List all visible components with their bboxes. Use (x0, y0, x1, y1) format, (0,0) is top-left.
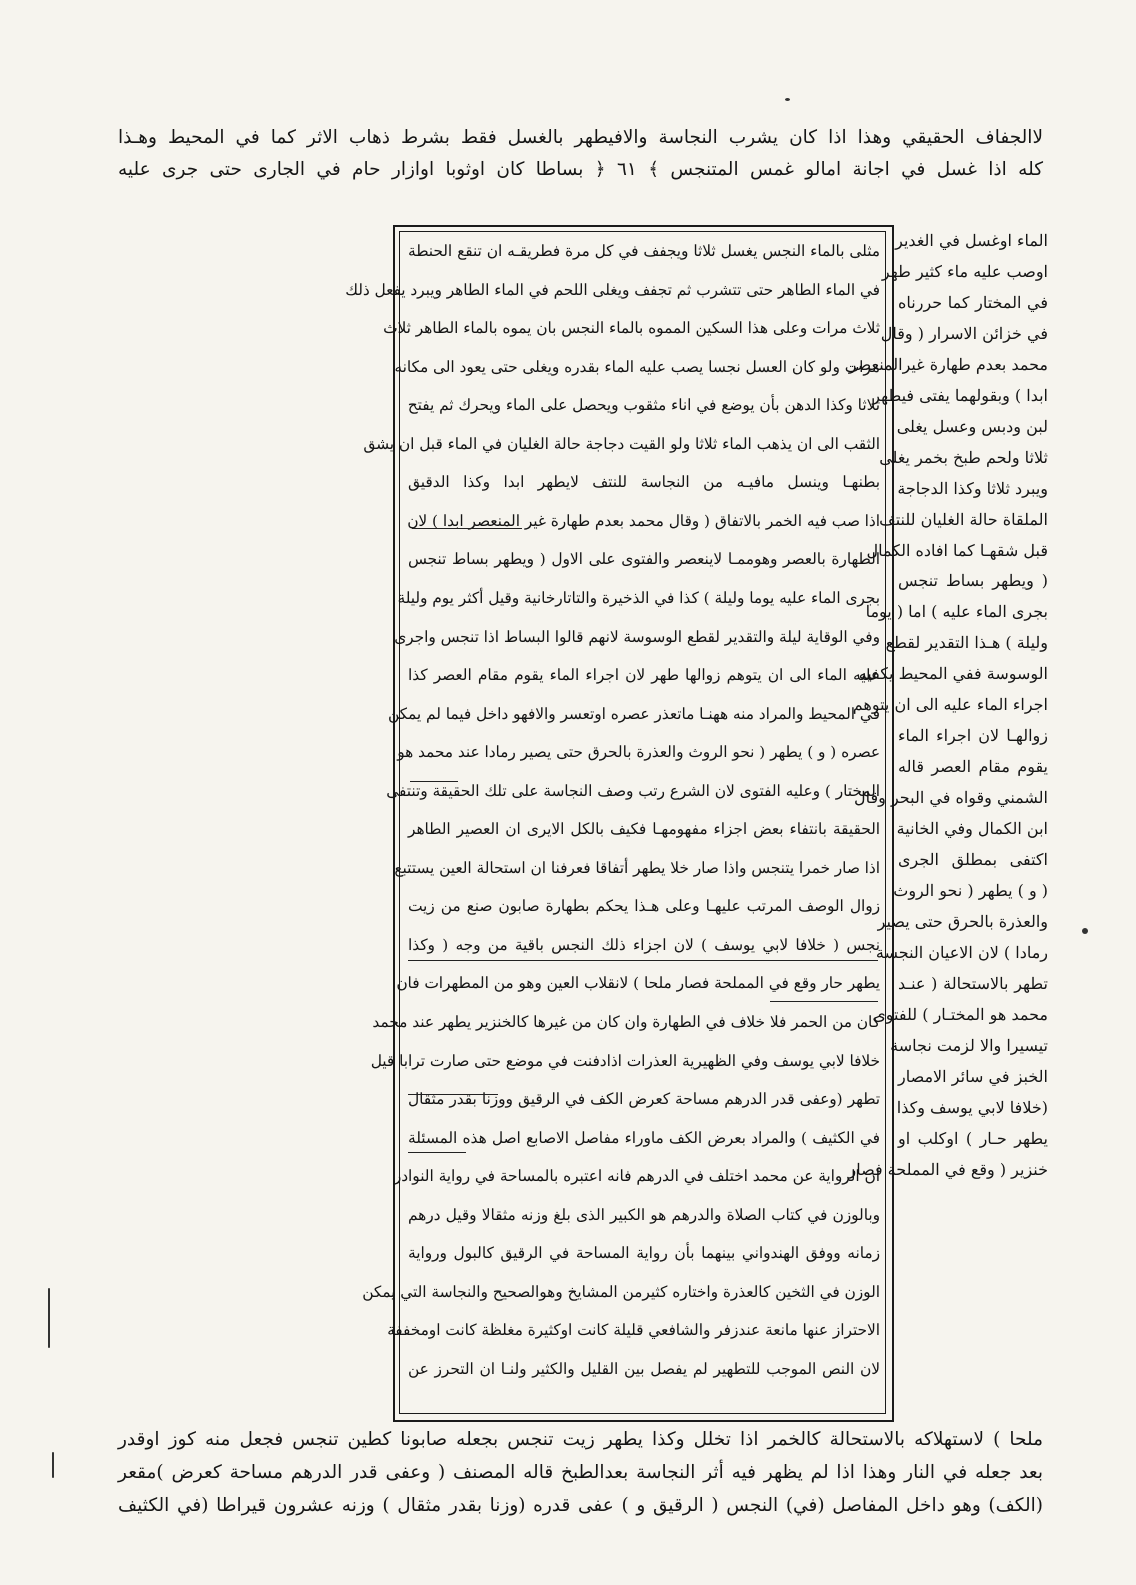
margin-line: خنزير ( وقع في المملحة فصار (848, 1159, 1048, 1179)
box-line: الاحتراز عنها مانعة عندزفر والشافعي قليلة كانت اوكثيرة مغلظة كانت اومخففة (387, 1321, 880, 1340)
margin-line: يطهر حـار ) اوكلب او (898, 1128, 1048, 1148)
box-line: عليه الماء الى ان يتوهم زوالها طهر لان اجراء الماء يقوم مقام العصر كذا (408, 666, 880, 685)
box-line: كان من الحمر فلا خلاف في الطهارة وان كان من غيرها كالخنزير يطهر عند محمد (372, 1013, 880, 1031)
box-line: عصره ( و ) يطهر ( نحو الروث والعذرة بالحرق حتى يصير رمادا عند محمد هو (397, 743, 880, 762)
footer-line-3: (الكف) وهو داخل المفاصل (في) النجس ( الرقيق و ) عفى قدره (وزنا بقدر مثقال ) وزنه عشرون قيراطا (في الكثيف (118, 1495, 1043, 1516)
margin-line: الوسوسة ففي المحيط يكفيه (858, 664, 1048, 684)
margin-line: محمد بعدم طهارة غيرالمنعصر (848, 354, 1048, 374)
box-line: بطنهـا وينسل مافيـه من النجاسة للنتف لايطهر ابدا وكذا الدقيق (408, 473, 880, 492)
margin-line: اكتفى بمطلق الجرى (898, 850, 1048, 869)
scan-speck (785, 98, 790, 101)
margin-line: والعذرة بالحرق حتى يصير (877, 911, 1048, 931)
box-line: في المحيط والمراد منه ههنـا ماتعذر عصره اوتعسر والافهو داخل فيما لم يمكن (387, 704, 880, 723)
margin-line: الماء اوغسل في الغدير (895, 231, 1048, 250)
margin-line: لبن ودبس وعسل يغلى (896, 416, 1048, 436)
underline-mark-3 (408, 960, 878, 961)
underline-mark-1 (412, 528, 522, 529)
margin-line: ثلاثا ولحم طبخ بخمر يغلى (879, 447, 1048, 467)
box-line: الوزن في الثخين كالعذرة واختاره كثيرمن المشايخ وهوالصحيح والنجاسة التي يمكن (362, 1282, 880, 1301)
margin-line: ( ويطهر بساط تنجس (898, 571, 1048, 591)
header-line-2: كله اذا غسل في اجانة امالو غمس المتنجس ﴾ ٦١ ﴿ بساطا كان اوثوبا اوازار حام في الجارى حتى جرى عليه (118, 159, 1044, 180)
margin-line: رمادا ) لان الاعيان النجسة (875, 942, 1048, 962)
box-line: وبالوزن في كتاب الصلاة والدرهم هو الكبير الذى بلغ وزنه مثقالا وقيل درهم (408, 1205, 880, 1224)
scan-speck (1082, 928, 1088, 934)
margin-line: الشمني وقواه في البحر وقال (854, 788, 1048, 808)
box-line: بجرى الماء عليه يوما وليلة ) كذا في الذخيرة والتاتارخانية وقيل أكثر يوم وليلة (397, 588, 880, 607)
scan-speck (48, 1288, 50, 1348)
margin-line: في خزائن الاسرار ( وقال (880, 323, 1048, 343)
box-line: الحقيقة بانتفاء بعض اجزاء مفهومهـا فكيف بالكل الايرى ان العصير الطاهر (408, 820, 880, 839)
margin-line: تطهر بالاستحالة ( عنـد (898, 973, 1048, 993)
box-line: زمانه ووفق الهندواني بينهما بأن رواية المساحة في الرقيق كالبول ورواية (408, 1244, 880, 1263)
box-line: اذا صب فيه الخمر بالاتفاق ( وقال محمد بعدم طهارة غير المنعصر ابدا ) لان (407, 511, 880, 530)
box-line: ثلاثا وكذا الدهن بأن يوضع في اناء مثقوب ويحصل على الماء ويحرك ثم يفتح (407, 396, 880, 415)
box-line: يطهر حار وقع في المملحة فصار ملحا ) لانقلاب العين وهو من المطهرات فان (396, 974, 880, 993)
box-line: الطهارة بالعصر وهوممـا لاينعصر والفتوى على الاول ( ويطهر بساط تنجس (408, 550, 880, 569)
underline-mark-6 (408, 1152, 466, 1153)
box-line: المختار ) وعليه الفتوى لان الشرع رتب وصف النجاسة على تلك الحقيقة وتنتفى (386, 781, 880, 800)
header-line-1: لاالجفاف الحقيقي وهذا اذا كان يشرب النجاسة والافيطهر بالغسل فقط بشرط ذهاب الاثر كما في المحيط وهـذا (118, 127, 1043, 148)
margin-line: ابدا ) وبقولهما يفتى فيطهر (872, 385, 1048, 405)
underline-mark-2 (410, 781, 458, 782)
margin-line: (خلافا لابي يوسف وكذا (896, 1097, 1048, 1117)
box-line: تطهر (وعفى قدر الدرهم مساحة كعرض الكف في الرقيق ووزنا بقدر مثقال (408, 1090, 880, 1109)
box-line: نجس ( خلافا لابي يوسف ) لان اجزاء ذلك النجس باقية من وجه ( وكذا (408, 935, 880, 954)
box-line: وفي الوقاية ليلة والتقدير لقطع الوسوسة لانهم قالوا البساط اذا تنجس واجرى (394, 627, 880, 646)
underline-mark-5 (408, 1094, 498, 1095)
margin-line: الملقاة حالة الغليان للنتف (879, 509, 1048, 529)
margin-line: الخبز في سائر الامصار (898, 1066, 1048, 1086)
footer-line-2: بعد جعله في النار وهذا اذا لم يظهر فيه أثر النجاسة بعدالطبخ قاله المصنف ( وعفى قدر الدرهم مساحة كعرض )مقعر (118, 1462, 1043, 1483)
margin-line: اوصب عليه ماء كثير طهر (881, 261, 1048, 281)
margin-line: قبل شقهـا كما افاده الكمال (866, 540, 1048, 560)
box-line: خلافا لابي يوسف وفي الظهيرية العذرات اذادفنت في موضع حتى صارت ترابا قيل (370, 1051, 880, 1070)
margin-line: زوالهـا لان اجراء الماء (898, 726, 1048, 746)
box-line: ان الرواية عن محمد اختلف في الدرهم فانه اعتبره بالمساحة في رواية النوادر (393, 1167, 880, 1186)
margin-line: وليلة ) هـذا التقدير لقطع (885, 633, 1048, 653)
margin-line: يقوم مقام العصر قاله (898, 757, 1048, 777)
margin-line: تيسيرا والا لزمت نجاسة (890, 1035, 1048, 1055)
box-line: لان النص الموجب للتطهير لم يفصل بين القليل والكثير ولنـا ان التحرز عن (408, 1359, 880, 1378)
box-line: في الكثيف ) والمراد بعرض الكف ماوراء مفاصل الاصابع اصل هذه المسئلة (408, 1128, 880, 1147)
scan-speck (52, 1452, 54, 1478)
margin-line: ويبرد ثلاثا وكذا الدجاجة (897, 478, 1048, 498)
box-line: الثقب الى ان يذهب الماء ثلاثا ولو القيت دجاجة حالة الغليان في الماء قبل ان يشق (363, 434, 880, 453)
box-line: زوال الوصف المرتب عليهـا وعلى هـذا يحكم بطهارة صابون صنع من زيت (408, 897, 880, 916)
margin-line: اجراء الماء عليه الى ان يتوهم (852, 695, 1048, 715)
box-line: في الماء الطاهر حتى تتشرب ثم تجفف ويغلى اللحم في الماء الطاهر ويبرد يفعل ذلك (345, 280, 880, 299)
margin-line: ( و ) يطهر ( نحو الروث (893, 880, 1048, 900)
margin-line: محمد هو المختـار ) للفتوى (873, 1004, 1048, 1024)
margin-line: ابن الكمال وفي الخانية (896, 819, 1048, 839)
margin-line: في المختار كما حررناه (898, 292, 1048, 312)
box-line: مثلى بالماء النجس يغسل ثلاثا ويجفف في كل مرة فطريقـه ان تنقع الحنطة (408, 242, 880, 260)
footer-line-1: ملحا ) لاستهلاكه بالاستحالة كالخمر اذا تخلل وكذا يطهر زيت تنجس بجعله صابونا كطين تنجس فجعل منه كوز اوقدر (118, 1429, 1043, 1450)
underline-mark-4 (770, 1001, 878, 1002)
margin-line: بجرى الماء عليه ) اما ( يوما (865, 602, 1048, 622)
box-line: ثلاث مرات وعلى هذا السكين المموه بالماء النجس بان يموه بالماء الطاهر ثلاث (383, 319, 880, 338)
box-line: مرات ولو كان العسل نجسا يصب عليه الماء بقدره ويغلى حتى يعود الى مكانه (394, 357, 880, 376)
box-line: اذا صار خمرا يتنجس واذا صار خلا يطهر أتفاقا فعرفنا ان استحالة العين يستتبع (394, 858, 880, 877)
